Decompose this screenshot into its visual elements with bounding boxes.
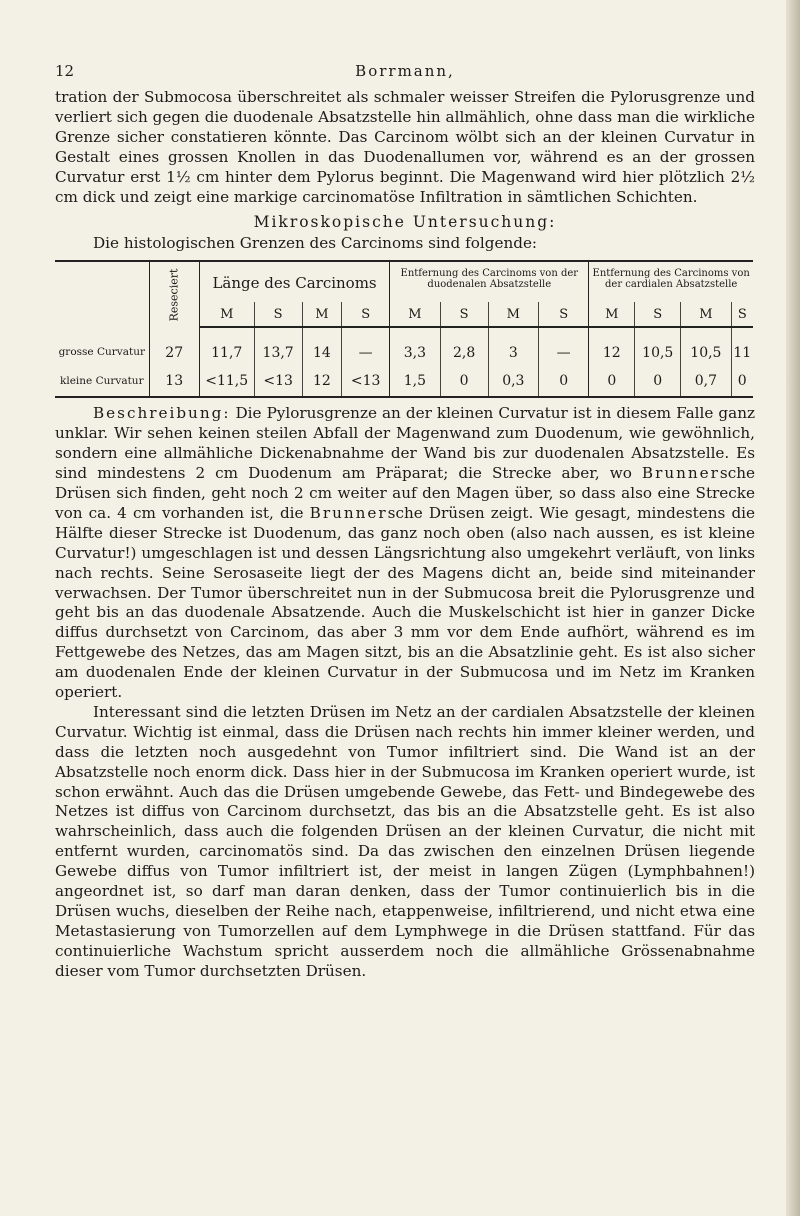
data-table <box>55 260 753 398</box>
paragraph-3: Interessant sind die letzten Drüsen im Netz an der cardialen Absatzstelle der kleinen Curvatur. Wichtig ist einmal, dass die Drüsen nach rechts hin immer kleiner werden, und dass die letzten noch ausgedehnt von Tumor infiltriert sind. Die Wand ist an der Absatzstelle noch enorm dick. Dass hier in der Submucosa im Kranken operiert wurde, ist schon erwähnt. Auch das die Drüsen umgebende Gewebe, das Fett- und Bindegewebe des Netzes ist diffus von Carcinom durchsetzt, das bis an die Absatzstelle geht. Es ist also wahrscheinlich, dass auch die folgenden Drüsen an der kleinen Curvatur, die nicht mit entfernt wurden, carcinomatös sind. Da das zwischen den einzelnen Drüsen liegende Gewebe diffus von Tumor infiltriert ist, der meist in langen Zügen (Lymphbahnen!) angeordnet ist, so darf man daran denken, dass der Tumor continuierlich bis in die Drüsen wuchs, dieselben der Reihe nach, etappenweise, infiltrierend, und nicht etwa eine Metastasierung von Tumorzellen auf dem Lymphwege in die Drüsen stattfand. Für das continuierliche Wachstum spricht ausserdem noch die allmähliche Grössenabnahme dieser vom Tumor durchsetzten Drüsen. <box>55 702 755 980</box>
table-cell: — <box>538 327 588 366</box>
text-span: sche Drüsen zeigt. Wie gesagt, mindestens die Hälfte dieser Strecke ist Duodenum, das ganz noch oben (also nach aussen, es ist kleine Curvatur!) umgeschlagen ist und dessen Längsrichtung also umgekehrt verläuft, von links nach rechts. Seine Serosaseite liegt der des Magens dicht an, beide sind miteinander verwachsen. Der Tumor überschreitet nun in der Submucosa breit die Pylorusgrenze und geht bis an das duodenale Absatzende. Auch die Muskelschicht ist hier in ganzer Dicke diffus durchsetzt von Carcinom, das aber 3 mm vor dem Ende aufhört, während es im Fettgewebe des Netzes, das am Magen sitzt, bis an die Absatzlinie geht. Es ist also sicher am duodenalen Ende der kleinen Curvatur in der Submucosa und im Netz im Kranken operiert. <box>55 503 756 702</box>
table-cell: 1,5 <box>390 366 440 397</box>
table-cell: 0 <box>635 366 681 397</box>
table-cell: 0 <box>538 366 588 397</box>
table-cell: 3,3 <box>390 327 440 366</box>
sub-header: S <box>254 302 302 327</box>
running-title: Borrmann, <box>355 62 455 80</box>
header-cardial: Entfernung des Carcinoms von der cardialen Absatzstelle <box>589 261 753 302</box>
sub-header: M <box>589 302 635 327</box>
table-cell: 11 <box>731 327 753 366</box>
table-cell: 0 <box>731 366 753 397</box>
table-cell: 10,5 <box>635 327 681 366</box>
page <box>55 62 755 982</box>
header-empty <box>55 261 149 327</box>
table-cell: 2,8 <box>440 327 488 366</box>
table-cell: 11,7 <box>199 327 254 366</box>
table-cell: <13 <box>342 366 390 397</box>
table-cell: 3 <box>488 327 538 366</box>
sub-header: M <box>681 302 731 327</box>
sub-header: S <box>342 302 390 327</box>
header-reseciert: Reseciert <box>149 261 199 327</box>
paragraph-1: tration der Submocosa überschreitet als schmaler weisser Streifen die Pylorusgrenze und verliert sich gegen die duodenale Absatzstelle hin allmählich, ohne dass man die wirkliche Grenze sicher constatieren könnte. Das Carcinom wölbt sich an der kleinen Curvatur in Gestalt eines grossen Knollen in das Duodenallumen vor, während es an der grossen Curvatur erst 1½ cm hinter dem Pylorus beginnt. Die Magenwand wird hier plötzlich 2½ cm dick und zeigt eine markige carcinomatöse Infiltration in sämtlichen Schichten. <box>55 88 755 206</box>
table-cell: 12 <box>589 327 635 366</box>
table-cell: <11,5 <box>199 366 254 397</box>
sub-header: M <box>390 302 440 327</box>
page-edge <box>786 0 800 1216</box>
table-row <box>55 327 753 366</box>
running-header <box>55 62 755 88</box>
header-laenge: Länge des Carcinoms <box>199 261 389 302</box>
table-cell: 0,7 <box>681 366 731 397</box>
person-name: Brunner <box>641 464 720 483</box>
table-cell: <13 <box>254 366 302 397</box>
text-span: Die Pylorusgrenze an der kleinen Curvatur ist in diesem Falle ganz unklar. Wir sehen keinen steilen Abfall der Magenwand zum Duodenum, wie gewöhnlich, sondern eine allmähliche Dickenabnahme der Wand bis zur duodenalen Absatzstelle. Es sind mindestens 2 cm Duodenum am Präparat; die Strecke aber, wo <box>55 404 755 483</box>
person-name: Brunner <box>309 503 388 522</box>
table-cell: 13 <box>149 366 199 397</box>
table-cell: 10,5 <box>681 327 731 366</box>
table-cell: 13,7 <box>254 327 302 366</box>
sub-header: S <box>635 302 681 327</box>
table-intro: Die histologischen Grenzen des Carcinoms sind folgende: <box>93 234 538 253</box>
table-cell: 12 <box>302 366 341 397</box>
sub-header: M <box>302 302 341 327</box>
paragraph-beschreibung <box>55 404 755 703</box>
table-cell: 0,3 <box>488 366 538 397</box>
beschreibung-label: Beschreibung: <box>93 404 231 423</box>
table-cell: 0 <box>440 366 488 397</box>
text-span: sche Drüsen sich finden, geht noch 2 cm weiter auf den Magen über, so dass also eine Strecke von ca. 4 cm vorhanden ist, die <box>55 464 755 522</box>
header-duodenal: Entfernung des Carcinoms von der duodenalen Absatzstelle <box>390 261 589 302</box>
sub-header: M <box>488 302 538 327</box>
sub-header: M <box>199 302 254 327</box>
table-cell: 27 <box>149 327 199 366</box>
sub-header: S <box>731 302 753 327</box>
table-row <box>55 366 753 397</box>
table-cell: — <box>342 327 390 366</box>
table-cell: 14 <box>302 327 341 366</box>
sub-header: S <box>538 302 588 327</box>
sub-header: S <box>440 302 488 327</box>
section-heading: Mikroskopische Untersuchung: <box>253 213 557 232</box>
page-number: 12 <box>55 62 75 80</box>
row-label: kleine Curvatur <box>55 366 149 397</box>
table-cell: 0 <box>589 366 635 397</box>
row-label: grosse Curvatur <box>58 346 145 359</box>
